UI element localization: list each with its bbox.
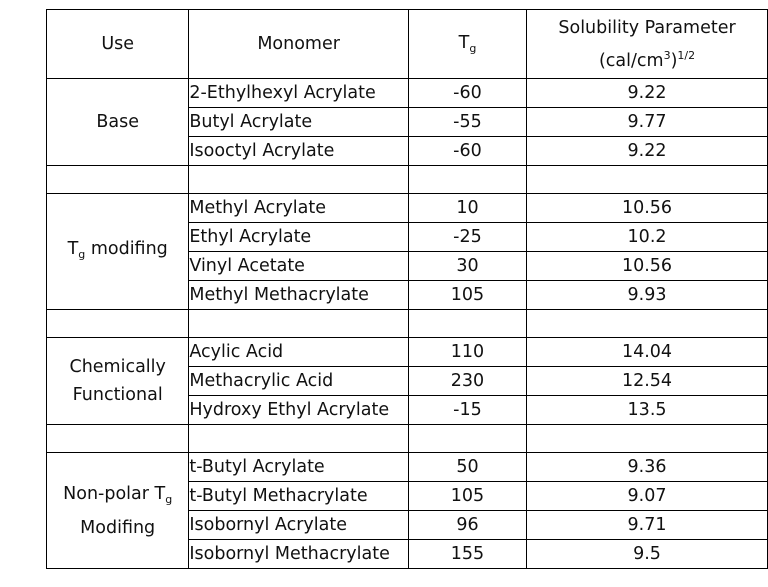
header-tg-sub: g [469, 42, 477, 55]
monomer-cell: Methyl Methacrylate [189, 281, 409, 310]
tg-cell: 96 [408, 511, 526, 540]
tg-cell: -60 [408, 79, 526, 108]
tg-cell: 105 [408, 281, 526, 310]
monomer-cell: Vinyl Acetate [189, 252, 409, 281]
use-label-g-sub: g [78, 247, 86, 261]
solubility-cell: 9.22 [527, 137, 768, 166]
spacer-cell [47, 310, 189, 338]
header-solubility-unit-power: 1/2 [677, 48, 696, 62]
solubility-cell: 9.77 [527, 108, 768, 137]
spacer-row [47, 166, 768, 194]
monomer-table [46, 9, 768, 569]
spacer-cell [47, 166, 189, 194]
tg-cell: 230 [408, 367, 526, 396]
spacer-cell [47, 425, 189, 453]
monomer-cell: Acylic Acid [189, 338, 409, 367]
tg-cell: 30 [408, 252, 526, 281]
header-solubility-unit-exp: 3 [663, 48, 671, 62]
use-label-nonpolar: Non-polar T [63, 483, 166, 504]
use-label: Base [96, 112, 139, 132]
spacer-cell [408, 425, 526, 453]
spacer-cell [408, 166, 526, 194]
tg-cell: 105 [408, 482, 526, 511]
solubility-cell: 14.04 [527, 338, 768, 367]
header-use: Use [47, 10, 189, 79]
monomer-cell: Isobornyl Methacrylate [189, 540, 409, 569]
table-body [47, 79, 768, 569]
use-category [47, 194, 189, 310]
spacer-row [47, 310, 768, 338]
tg-cell: -55 [408, 108, 526, 137]
monomer-cell: Methyl Acrylate [189, 194, 409, 223]
spacer-cell [527, 310, 768, 338]
use-label-t: T [67, 238, 79, 259]
table-row [47, 79, 768, 108]
monomer-cell: Ethyl Acrylate [189, 223, 409, 252]
solubility-cell: 9.5 [527, 540, 768, 569]
use-category [47, 338, 189, 425]
use-category [47, 79, 189, 166]
monomer-cell: Isooctyl Acrylate [189, 137, 409, 166]
header-solubility [527, 10, 768, 79]
tg-cell: 50 [408, 453, 526, 482]
header-tg [408, 10, 526, 79]
monomer-cell: Hydroxy Ethyl Acrylate [189, 396, 409, 425]
monomer-cell: t-Butyl Acrylate [189, 453, 409, 482]
monomer-cell: Isobornyl Acrylate [189, 511, 409, 540]
header-solubility-unit-b: ) [670, 50, 678, 71]
header-tg-main: T [458, 33, 470, 53]
spacer-cell [189, 425, 409, 453]
tg-cell: 155 [408, 540, 526, 569]
solubility-cell: 13.5 [527, 396, 768, 425]
solubility-cell: 12.54 [527, 367, 768, 396]
use-label-line2: Functional [72, 385, 163, 405]
header-monomer: Monomer [189, 10, 409, 79]
use-label-line1 [47, 480, 188, 514]
use-label-rest: modifing [85, 238, 168, 259]
header-solubility-unit-a: (cal/cm [598, 50, 664, 71]
tg-cell: -60 [408, 137, 526, 166]
tg-cell: -25 [408, 223, 526, 252]
use-label-g-sub: g [165, 492, 173, 506]
monomer-cell: Butyl Acrylate [189, 108, 409, 137]
monomer-cell: 2-Ethylhexyl Acrylate [189, 79, 409, 108]
solubility-cell: 9.71 [527, 511, 768, 540]
solubility-cell: 10.2 [527, 223, 768, 252]
header-row [47, 10, 768, 79]
use-category [47, 453, 189, 569]
table-row [47, 338, 768, 367]
solubility-cell: 9.93 [527, 281, 768, 310]
spacer-cell [189, 166, 409, 194]
table-row [47, 194, 768, 223]
tg-cell: 10 [408, 194, 526, 223]
tg-cell: 110 [408, 338, 526, 367]
solubility-cell: 9.07 [527, 482, 768, 511]
header-solubility-unit [527, 42, 767, 75]
tg-cell: -15 [408, 396, 526, 425]
spacer-cell [189, 310, 409, 338]
spacer-cell [408, 310, 526, 338]
solubility-cell: 10.56 [527, 252, 768, 281]
header-solubility-title: Solubility Parameter [558, 17, 736, 38]
use-label-line1: Chemically [69, 357, 166, 377]
spacer-row [47, 425, 768, 453]
solubility-cell: 9.36 [527, 453, 768, 482]
table-row [47, 453, 768, 482]
solubility-cell: 10.56 [527, 194, 768, 223]
monomer-cell: t-Butyl Methacrylate [189, 482, 409, 511]
spacer-cell [527, 425, 768, 453]
use-label-line2: Modifing [80, 517, 156, 538]
monomer-cell: Methacrylic Acid [189, 367, 409, 396]
spacer-cell [527, 166, 768, 194]
solubility-cell: 9.22 [527, 79, 768, 108]
